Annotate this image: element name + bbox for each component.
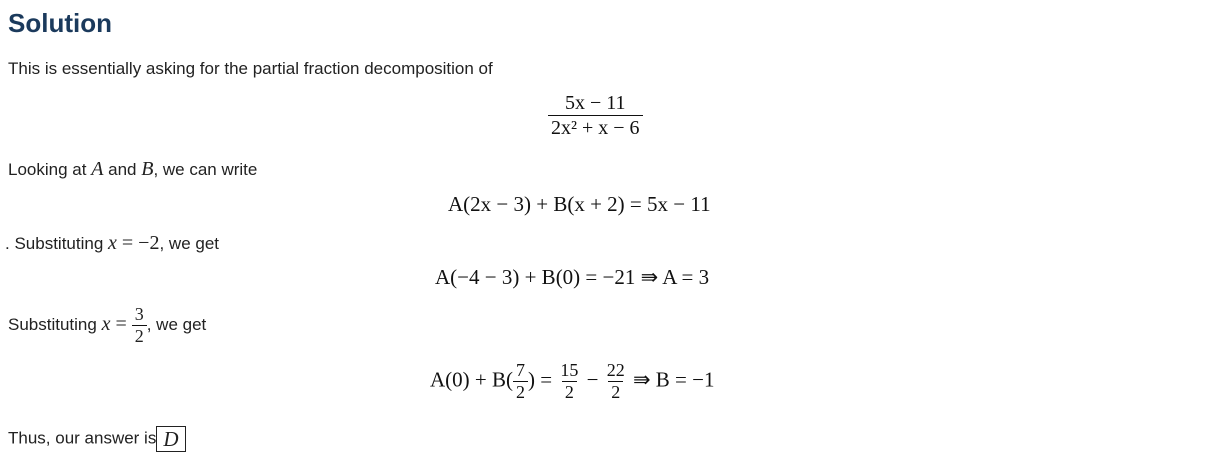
solution-heading: Solution xyxy=(8,8,112,38)
fraction-denominator: 2 xyxy=(132,325,147,348)
fraction-7-2 xyxy=(513,360,528,403)
math-var-b: B xyxy=(141,158,154,180)
fraction-denominator: 2 xyxy=(608,381,623,404)
equation-minus: − xyxy=(581,367,604,392)
equation-solve-a: A(−4 − 3) + B(0) = −21 ⇛ A = 3 xyxy=(435,265,710,289)
math-value: = −2 xyxy=(116,232,160,254)
math-var-x: x xyxy=(101,313,111,336)
equation-rhs: ⇛ B = −1 xyxy=(627,367,715,392)
text-segment: Thus, our answer is xyxy=(8,428,157,448)
text-segment: Looking at xyxy=(8,160,92,179)
math-value: = xyxy=(110,313,132,336)
equation-equals: ) = xyxy=(528,367,558,392)
looking-at-text xyxy=(8,158,257,181)
boxed-answer: D xyxy=(156,426,185,452)
equation-identity: A(2x − 3) + B(x + 2) = 5x − 11 xyxy=(448,192,711,216)
fraction-denominator: 2 xyxy=(513,381,528,404)
fraction-numerator: 15 xyxy=(560,360,579,380)
fraction-numerator: 5x − 11 xyxy=(565,92,626,114)
answer-text xyxy=(8,426,186,452)
text-segment: , we get xyxy=(146,315,207,335)
fraction-denominator: 2 xyxy=(562,381,577,404)
equation-solve-b xyxy=(430,360,714,403)
fraction-numerator: 3 xyxy=(134,304,144,324)
inline-fraction xyxy=(132,304,147,347)
substituting-x-minus-2-text xyxy=(5,232,219,255)
text-segment: and xyxy=(103,160,142,179)
intro-text: This is essentially asking for the partial fraction decomposition of xyxy=(8,59,493,78)
fraction-22-2 xyxy=(604,360,628,403)
text-segment: , we get xyxy=(159,234,220,253)
math-var-a: A xyxy=(91,158,104,180)
fraction-denominator: 2x² + x − 6 xyxy=(548,115,643,140)
fraction-numerator: 7 xyxy=(516,360,525,380)
substituting-x-3-2-text xyxy=(8,304,206,347)
text-segment: Substituting xyxy=(8,315,102,335)
fraction-numerator: 22 xyxy=(606,360,625,380)
text-segment: , we can write xyxy=(153,160,258,179)
equation-lhs: A(0) + B( xyxy=(430,367,513,392)
math-var-x: x xyxy=(108,232,117,254)
equation-fraction xyxy=(548,92,643,140)
text-segment: . Substituting xyxy=(5,234,109,253)
fraction-15-2 xyxy=(557,360,581,403)
